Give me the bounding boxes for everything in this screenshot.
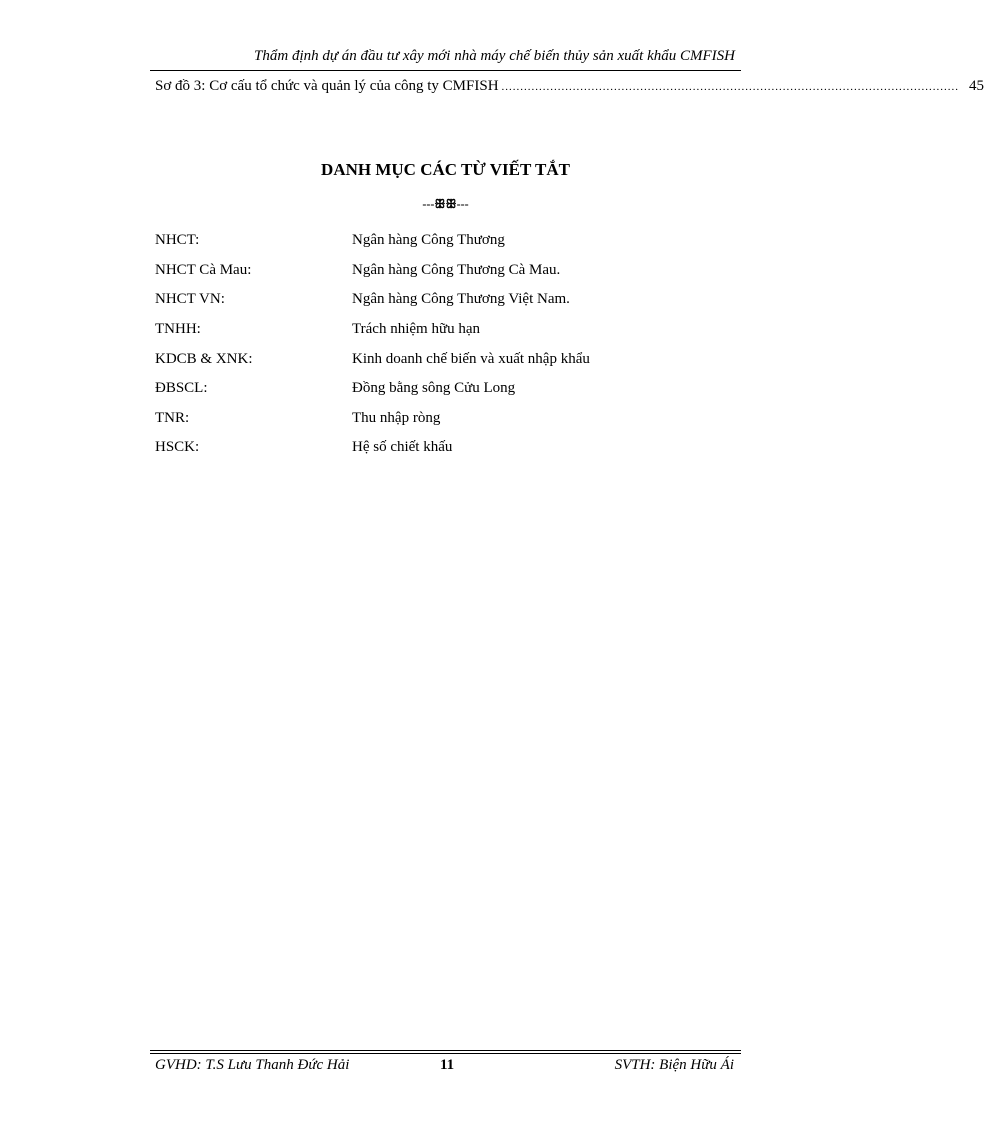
list-item xyxy=(155,285,715,315)
list-item xyxy=(155,404,715,434)
footer-advisor: GVHD: T.S Lưu Thanh Đức Hải xyxy=(155,1057,350,1073)
abbreviation-definition: Hệ số chiết khấu xyxy=(352,439,453,456)
abbreviation-term: NHCT: xyxy=(155,232,200,249)
toc-entry xyxy=(155,78,984,95)
title-ornament: ---ꕥꕥ--- xyxy=(422,197,469,211)
toc-entry-page: 45 xyxy=(969,78,984,94)
abbreviation-definition: Ngân hàng Công Thương xyxy=(352,232,505,249)
list-item xyxy=(155,344,715,374)
abbreviation-term: HSCK: xyxy=(155,439,200,456)
abbreviation-term: TNR: xyxy=(155,409,190,426)
page-title: DANH MỤC CÁC TỪ VIẾT TẮT xyxy=(321,160,570,179)
abbreviation-term: TNHH: xyxy=(155,321,201,338)
abbreviation-definition: Ngân hàng Công Thương Việt Nam. xyxy=(352,291,570,308)
abbreviation-term: NHCT VN: xyxy=(155,291,225,308)
footer-student: SVTH: Biện Hữu Ái xyxy=(614,1057,734,1073)
page-number: 11 xyxy=(440,1057,455,1073)
abbreviation-term: KDCB & XNK: xyxy=(155,350,253,367)
list-item xyxy=(155,374,715,404)
abbreviation-definition: Trách nhiệm hữu hạn xyxy=(352,321,480,338)
abbreviation-definition: Kinh doanh chế biến và xuất nhập khẩu xyxy=(352,350,590,367)
list-item xyxy=(155,433,715,463)
toc-entry-label: Sơ đồ 3: Cơ cấu tổ chức và quản lý của công ty CMFISH xyxy=(155,78,499,94)
header-rule xyxy=(150,70,741,71)
list-item xyxy=(155,315,715,345)
footer-rule xyxy=(150,1053,741,1054)
abbreviation-term: ĐBSCL: xyxy=(155,380,208,397)
abbreviation-term: NHCT Cà Mau: xyxy=(155,261,252,278)
toc-leader-dots: .......................................................................................................................... xyxy=(501,81,960,93)
abbreviation-definition: Thu nhập ròng xyxy=(352,409,441,426)
abbreviation-definition: Đồng bằng sông Cửu Long xyxy=(352,380,516,397)
abbreviation-list xyxy=(155,226,715,463)
running-header-title: Thẩm định dự án đầu tư xây mới nhà máy chế biến thủy sản xuất khẩu CMFISH xyxy=(254,48,735,64)
footer-rule xyxy=(150,1050,741,1051)
list-item xyxy=(155,226,715,256)
abbreviation-definition: Ngân hàng Công Thương Cà Mau. xyxy=(352,261,561,278)
list-item xyxy=(155,256,715,286)
